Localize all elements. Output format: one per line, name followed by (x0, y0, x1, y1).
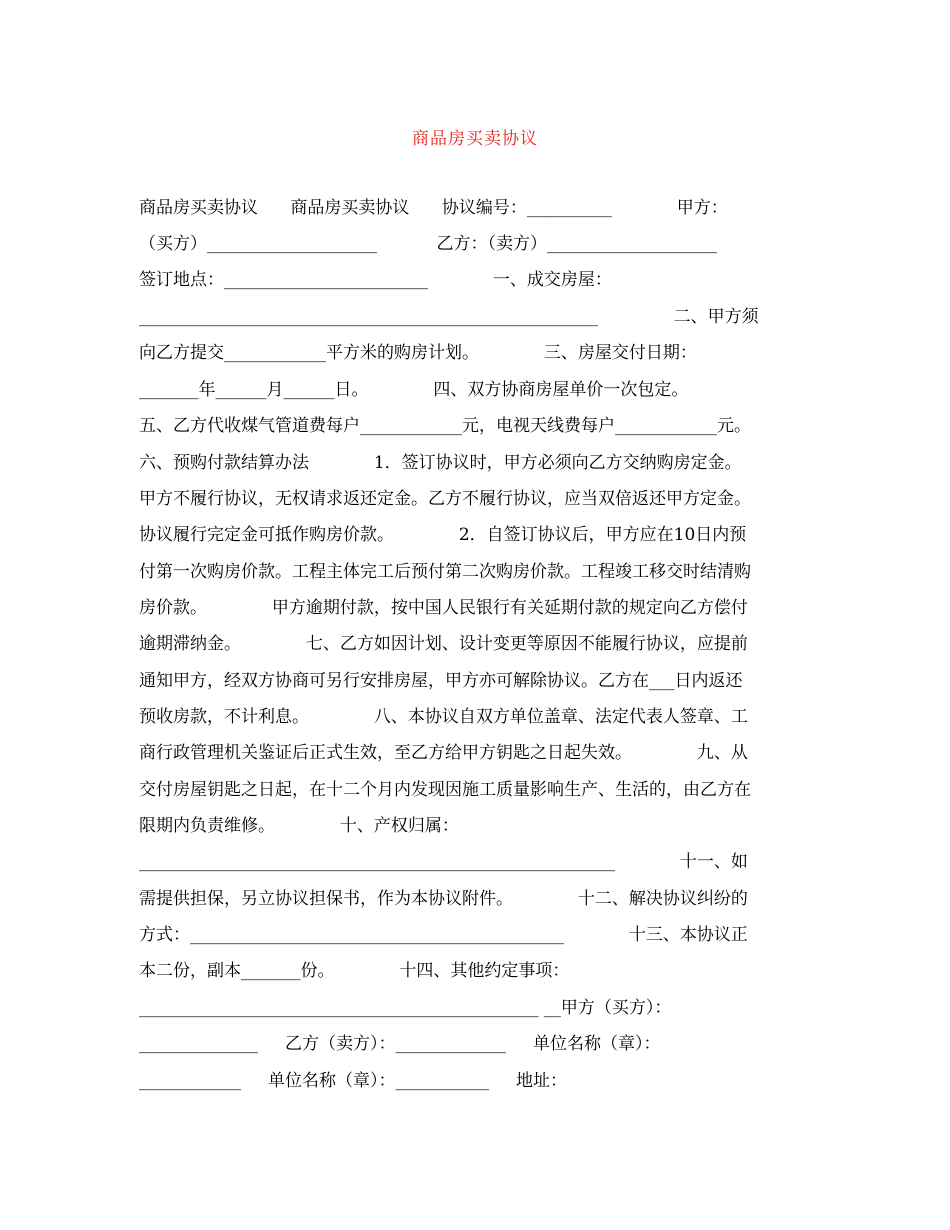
body-line: _______年______月______日。 四、双方协商房屋单价一次包定。 (139, 380, 689, 400)
body-line: 商行政管理机关鉴证后正式生效，至乙方给甲方钥匙之日起失效。 九、从 (139, 743, 748, 763)
body-line: 签订地点：________________________ 一、成交房屋： (139, 270, 612, 290)
document-title: 商品房买卖协议 (412, 129, 538, 149)
body-line: 五、乙方代收煤气管道费每户____________元，电视天线费每户____________元。 (139, 416, 751, 436)
body-line: 协议履行完定金可抵作购房价款。 2．自签订协议后，甲方应在10日内预 (139, 525, 747, 545)
body-line: 预收房款，不计利息。 八、本协议自双方单位盖章、法定代表人签章、工 (139, 707, 748, 727)
body-line: 甲方不履行协议，无权请求返还定金。乙方不履行协议，应当双倍返还甲方定金。 (139, 489, 751, 509)
body-line: ________________________________________________________ 十一、如 (139, 852, 748, 872)
body-line: （买方）____________________ 乙方：（卖方）____________________ (139, 234, 717, 254)
body-line: 需提供担保，另立协议担保书，作为本协议附件。 十二、解决协议纠纷的 (139, 889, 748, 909)
body-line: 向乙方提交____________平方米的购房计划。 三、房屋交付日期： (139, 343, 697, 363)
body-line: _______________________________________________ __甲方（买方）： (139, 998, 672, 1018)
body-line: 六、预购付款结算办法 1．签订协议时，甲方必须向乙方交纳购房定金。 (139, 453, 742, 473)
body-line: ______________ 乙方（卖方）：_____________ 单位名称（章）： (139, 1034, 661, 1054)
body-line: ____________ 单位名称（章）：___________ 地址： (139, 1071, 568, 1091)
body-line: 方式：____________________________________________ 十三、本协议正 (139, 925, 748, 945)
body-line: 本二份，副本_______份。 十四、其他约定事项： (139, 961, 570, 981)
body-line: ______________________________________________________ 二、甲方须 (139, 307, 759, 327)
body-line: 逾期滞纳金。 七、乙方如因计划、设计变更等原因不能履行协议，应提前 (139, 634, 748, 654)
body-line: 商品房买卖协议 商品房买卖协议 协议编号：__________ 甲方： (139, 198, 728, 218)
body-line: 房价款。 甲方逾期付款，按中国人民银行有关延期付款的规定向乙方偿付 (139, 598, 748, 618)
body-line: 交付房屋钥匙之日起，在十二个月内发现因施工质量影响生产、生活的，由乙方在 (139, 780, 751, 800)
body-line: 通知甲方，经双方协商可另行安排房屋，甲方亦可解除协议。乙方在___日内返还 (139, 671, 743, 691)
body-line: 限期内负责维修。 十、产权归属： (139, 816, 459, 836)
body-line: 付第一次购房价款。工程主体完工后预付第二次购房价款。工程竣工移交时结清购 (139, 562, 751, 582)
